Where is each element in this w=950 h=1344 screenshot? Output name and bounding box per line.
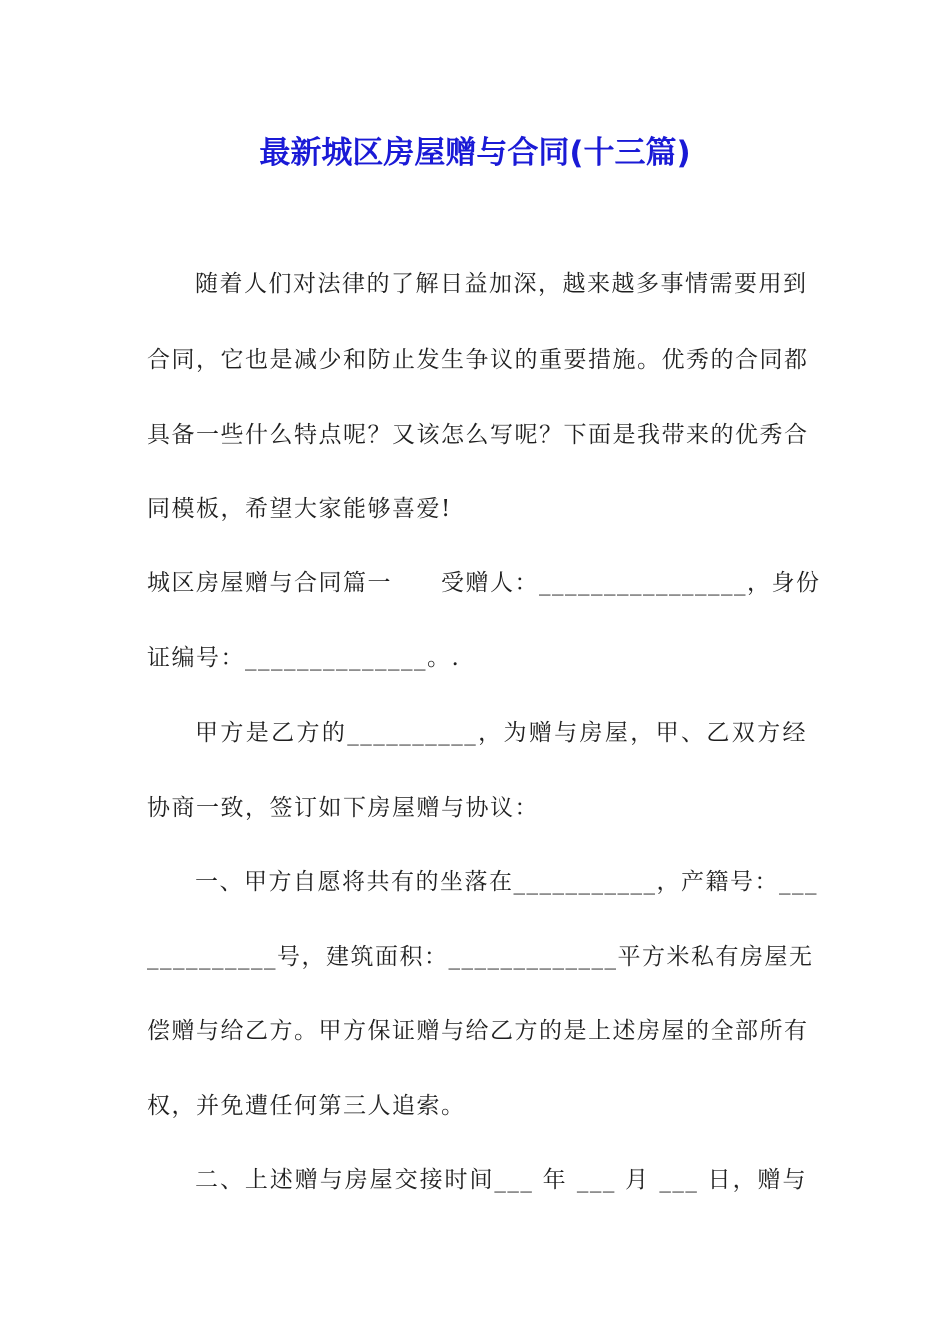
paragraph-line: 证编号：______________。. xyxy=(147,645,461,671)
paragraph-line: 甲方是乙方的__________，为赠与房屋，甲、乙双方经 xyxy=(195,720,807,746)
paragraph-line: 随着人们对法律的了解日益加深，越来越多事情需要用到 xyxy=(195,271,808,297)
paragraph-line: 合同，它也是减少和防止发生争议的重要措施。优秀的合同都 xyxy=(147,347,809,373)
paragraph-line: 二、上述赠与房屋交接时间___ 年 ___ 月 ___ 日，赠与 xyxy=(195,1167,807,1193)
document-title: 最新城区房屋赠与合同(十三篇) xyxy=(259,135,691,171)
paragraph-line: __________号，建筑面积：_____________平方米私有房屋无 xyxy=(147,944,814,970)
paragraph-line: 同模板，希望大家能够喜爱! xyxy=(147,496,452,522)
paragraph-line: 协商一致，签订如下房屋赠与协议： xyxy=(147,795,539,821)
paragraph-line: 一、甲方自愿将共有的坐落在___________，产籍号：___ xyxy=(195,869,818,895)
paragraph-line: 具备一些什么特点呢？又该怎么写呢？下面是我带来的优秀合 xyxy=(147,422,809,448)
paragraph-line: 权，并免遭任何第三人追索。 xyxy=(147,1093,466,1119)
paragraph-line: 城区房屋赠与合同篇一 受赠人：________________，身份 xyxy=(147,570,821,596)
paragraph-line: 偿赠与给乙方。甲方保证赠与给乙方的是上述房屋的全部所有 xyxy=(147,1018,809,1044)
